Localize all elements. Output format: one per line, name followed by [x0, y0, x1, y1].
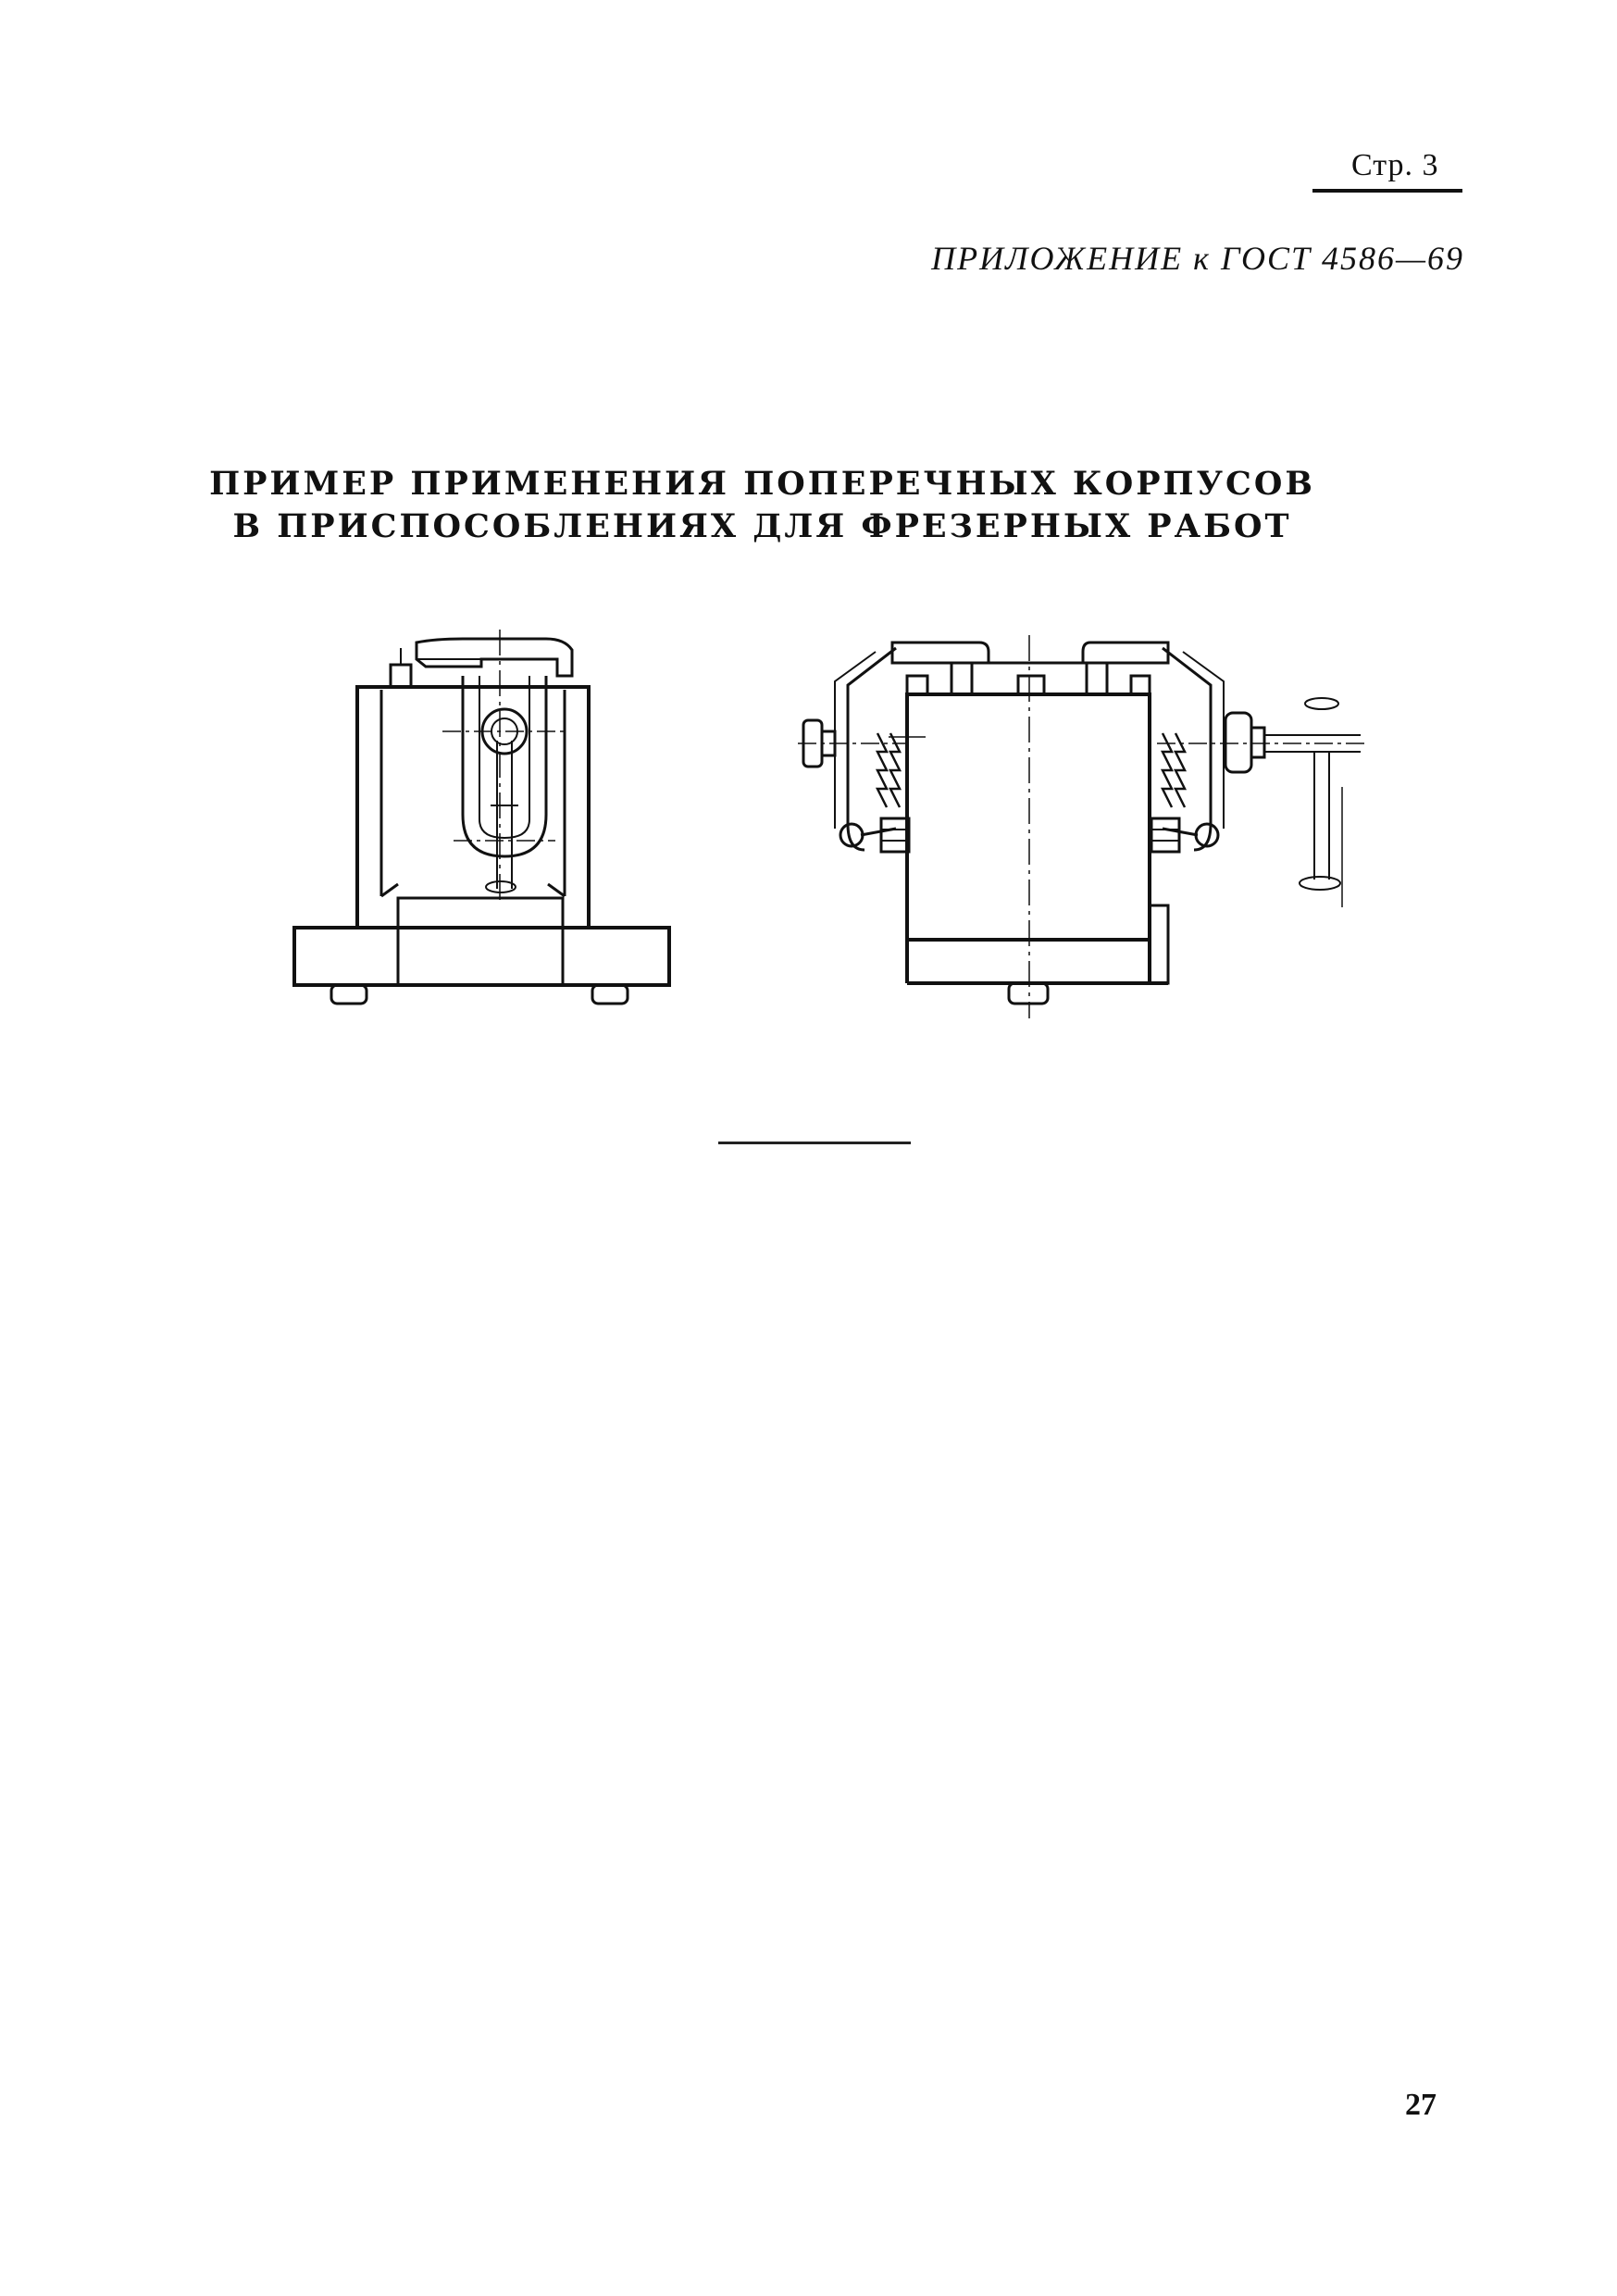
title-line-2: В ПРИСПОСОБЛЕНИЯХ ДЛЯ ФРЕЗЕРНЫХ РАБОТ [232, 507, 1292, 546]
body-outline [357, 687, 589, 928]
fixture-front-view [798, 635, 1368, 1018]
top-bar-right [1083, 643, 1168, 663]
page-number: 27 [1405, 2088, 1437, 2122]
body-side-lug [1150, 905, 1168, 983]
page-reference: Стр. 3 [1351, 148, 1439, 182]
title-line-1: ПРИМЕР ПРИМЕНЕНИЯ ПОПЕРЕЧНЫХ КОРПУСОВ [209, 465, 1315, 503]
left-foot [331, 985, 367, 1004]
right-knob [1225, 713, 1251, 772]
left-lower-screw [881, 818, 909, 852]
top-bar-left [892, 643, 989, 663]
fixture-side-view [294, 630, 669, 1004]
right-spring [1163, 733, 1172, 807]
handle-grip [1300, 877, 1340, 890]
bottom-foot [1009, 983, 1048, 1004]
left-spring [877, 733, 887, 807]
main-body [907, 694, 1150, 940]
right-foot [592, 985, 628, 1004]
clamp-eyelet [463, 676, 546, 856]
base-cutout [398, 898, 563, 985]
base-plate [294, 928, 669, 985]
clamp-bar [417, 639, 572, 676]
right-lower-screw [1151, 818, 1179, 852]
locating-pin [391, 665, 411, 687]
section-divider [718, 1142, 911, 1144]
appendix-reference: ПРИЛОЖЕНИЕ к ГОСТ 4586—69 [931, 240, 1464, 277]
